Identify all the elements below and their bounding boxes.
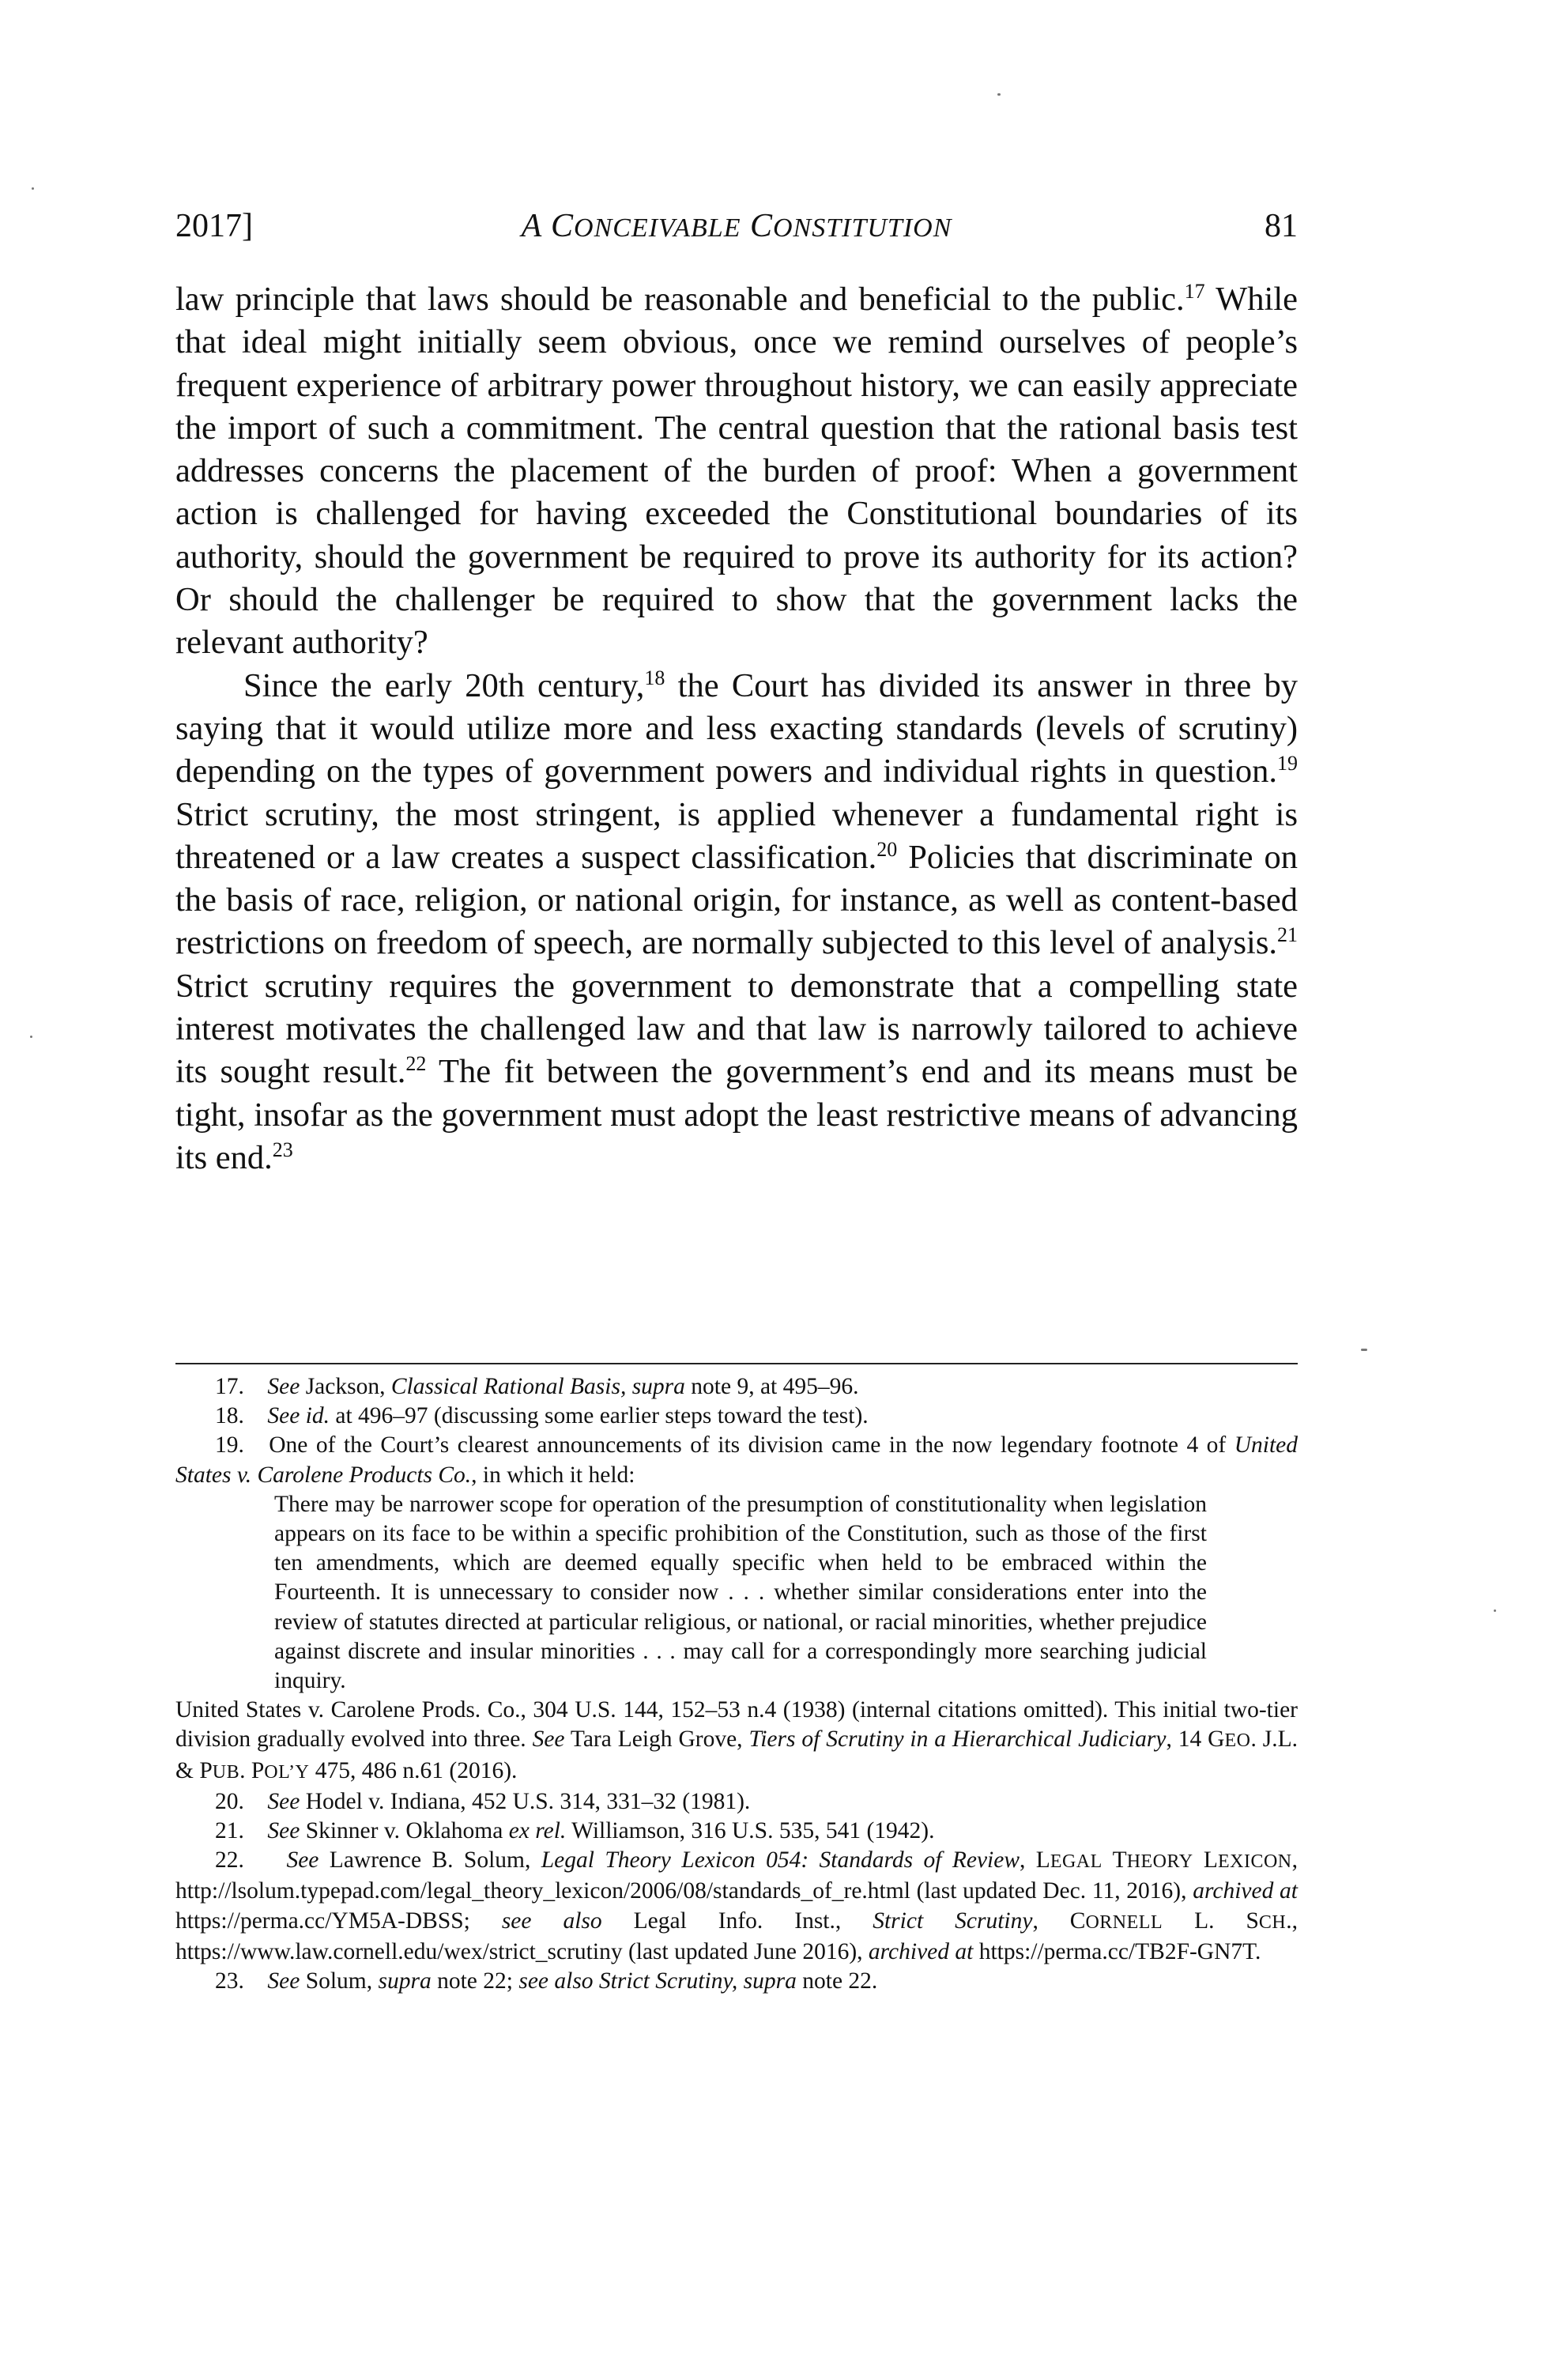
footnote-ref-19[interactable]: 19 bbox=[1277, 752, 1298, 775]
footnote-divider bbox=[175, 1363, 1298, 1364]
scan-speck bbox=[1494, 1609, 1496, 1612]
footnote-ref-17[interactable]: 17 bbox=[1184, 279, 1205, 303]
volume-year: 2017] bbox=[175, 208, 253, 244]
footnote-17: 17. See Jackson, Classical Rational Basis, supra note 9, at 495–96. bbox=[215, 1374, 859, 1399]
paragraph-2: Since the early 20th century,$^{18}$ the Court has divided its answer in three by saying that it would utilize more and less exacting standards (levels of scrutiny) depending on the types of government powers and individual rights in question.$^{19}$ Strict scrutiny, the most stringent, is applied whenever a fundamental right is threatened or a law creates a suspect classification.$^{20}$ Policies that discriminate on the basis of race, religion, or national origin, for instance, as well as content-based restrictions on freedom of speech, are normally subjected to this level of analysis.$^{21}$ Strict scrutiny requires the government to demonstrate that a compelling state interest motivates the challenged law and that law is narrowly tailored to achieve its sought result.$^{22}$ The fit between the government’s end and its means must be tight, insofar as the government must adopt the least restrictive means of advancing its end.$^{23}$ bbox=[175, 666, 1298, 1176]
page-number: 81 bbox=[1265, 208, 1298, 244]
scan-speck bbox=[32, 187, 34, 190]
footnote-19: 19. One of the Court’s clearest announcements of its division came in the now legendary footnote 4 of United States v. Carolene Products Co., in which it held: bbox=[175, 1432, 1298, 1488]
scan-speck bbox=[997, 93, 1001, 96]
running-title: A CONCEIVABLE CONSTITUTION bbox=[521, 208, 952, 244]
footnote-ref-20[interactable]: 20 bbox=[876, 837, 898, 861]
footnote-22: 22. See Lawrence B. Solum, Legal Theory Lexicon 054: Standards of Review, LEGAL THEORY LEXICON, http://lsolum.typepad.com/legal_theory_lexicon/2006/08/standards_of_re.html (last updated Dec. 11, 2016), archived at https://perma.cc/YM5A-DBSS; see also Legal Info. Inst., Strict Scrutiny, CORNELL L. SCH., https://www.law.cornell.edu/wex/strict_scrutiny (last updated June 2016), archived at https://perma.cc/TB2F-GN7T. bbox=[175, 1847, 1298, 1964]
scan-speck bbox=[30, 1036, 32, 1038]
main-text bbox=[175, 278, 1298, 1179]
footnote-ref-23[interactable]: 23 bbox=[272, 1138, 293, 1161]
footnote-21: 21. See Skinner v. Oklahoma ex rel. Williamson, 316 U.S. 535, 541 (1942). bbox=[215, 1818, 935, 1844]
footnote-ref-18[interactable]: 18 bbox=[644, 666, 665, 689]
footnote-18: 18. See id. at 496–97 (discussing some earlier steps toward the test). bbox=[215, 1403, 869, 1429]
paragraph-1: law principle that laws should be reasonable and beneficial to the public.$^{17}$ While that ideal might initially seem obvious, once we remind ourselves of people’s frequent experience of arbitrary power throughout history, we can easily appreciate the import of such a commitment. The central question that the rational basis test addresses concerns the placement of the burden of proof: When a government action is challenged for having exceeded the Constitutional boundaries of its authority, should the government be required to prove its authority for its action? Or should the challenger be required to show that the government lacks the relevant authority? bbox=[175, 279, 1298, 662]
footnote-20: 20. See Hodel v. Indiana, 452 U.S. 314, 331–32 (1981). bbox=[215, 1788, 751, 1814]
footnote-ref-22[interactable]: 22 bbox=[405, 1052, 427, 1076]
footnotes bbox=[175, 1372, 1298, 1996]
footnote-ref-21[interactable]: 21 bbox=[1277, 923, 1298, 947]
footnote-23: 23. See Solum, supra note 22; see also Strict Scrutiny, supra note 22. bbox=[215, 1968, 878, 1994]
footnote-19-continuation: United States v. Carolene Prods. Co., 304 U.S. 144, 152–53 n.4 (1938) (internal citations omitted). This initial two-tier division gradually evolved into three. See Tara Leigh Grove, Tiers of Scrutiny in a Hierarchical Judiciary, 14 GEO. J.L. & PUB. POL’Y 475, 486 n.61 (2016). bbox=[175, 1697, 1298, 1783]
footnote-19-blockquote: There may be narrower scope for operation of the presumption of constitutionality when legislation appears on its face to be within a specific prohibition of the Constitution, such as those of the first ten amendments, which are deemed equally specific when held to be embraced within the Fourteenth. It is unnecessary to consider now . . . whether similar considerations enter into the review of statutes directed at particular religious, or national, or racial minorities, whether prejudice against discrete and insular minorities . . . may call for a correspondingly more searching judicial inquiry. bbox=[274, 1491, 1207, 1694]
scan-speck bbox=[1361, 1349, 1367, 1351]
running-header bbox=[175, 207, 1298, 255]
